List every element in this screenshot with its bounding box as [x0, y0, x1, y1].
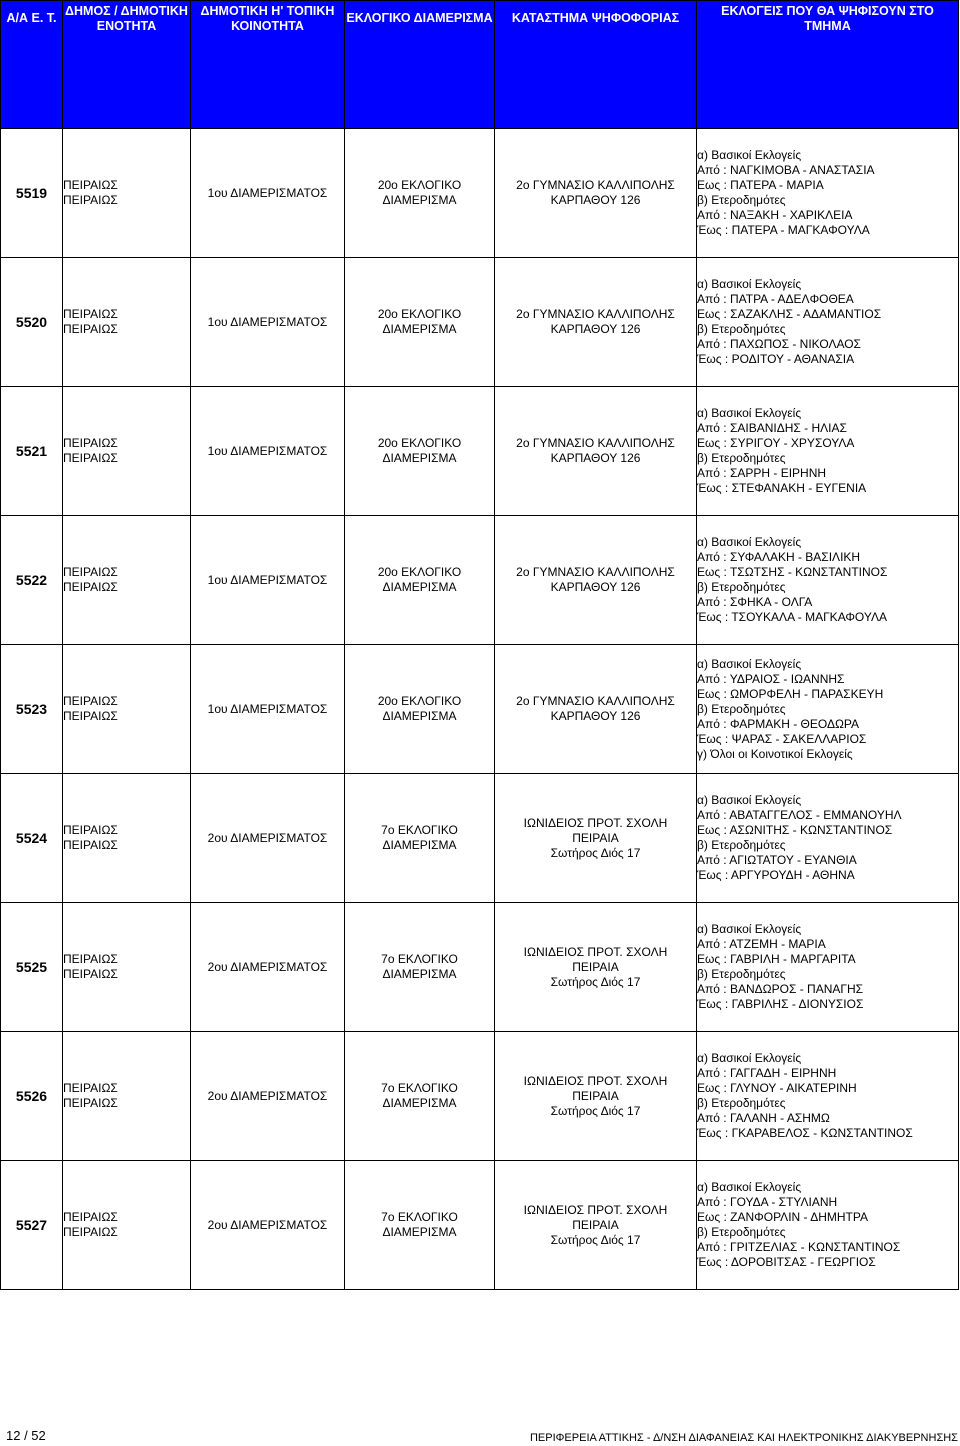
voters-cell-line: β) Ετεροδημότες: [697, 1096, 786, 1110]
municipality-cell: [63, 645, 191, 774]
station-cell-line: Σωτήρος Διός 17: [550, 1232, 641, 1247]
table-row: [1, 258, 959, 387]
table-row: [1, 774, 959, 903]
header-cell-section: ΕΚΛΟΓΙΚΟ ΔΙΑΜΕΡΙΣΜΑ: [345, 1, 495, 129]
header-row: [1, 1, 959, 129]
table-row: [1, 1161, 959, 1290]
section-cell-line: ΔΙΑΜΕΡΙΣΜΑ: [382, 967, 457, 981]
voters-cell-line: Από : ΑΓΙΩΤΑΤΟΥ - ΕΥΑΝΘΙΑ: [697, 853, 857, 867]
voters-cell-line: α) Βασικοί Εκλογείς: [697, 535, 802, 549]
voters-cell-line: Από : ΒΑΝΔΩΡΟΣ - ΠΑΝΑΓΗΣ: [697, 982, 864, 996]
municipality-cell: [63, 258, 191, 387]
municipality-cell: [63, 387, 191, 516]
voters-cell-line: β) Ετεροδημότες: [697, 701, 786, 716]
voters-cell-line: Έως : ΣΤΕΦΑΝΑΚΗ - ΕΥΓΕΝΙΑ: [697, 481, 867, 495]
municipality-cell-line: ΠΕΙΡΑΙΩΣ: [63, 838, 118, 852]
section-cell-line: ΔΙΑΜΕΡΙΣΜΑ: [382, 1225, 457, 1239]
voters-cell-line: Εως : ΣΥΡΙΓΟΥ - ΧΡΥΣΟΥΛΑ: [697, 436, 855, 450]
municipality-cell-line: ΠΕΙΡΑΙΩΣ: [63, 823, 118, 837]
municipality-cell-line: ΠΕΙΡΑΙΩΣ: [63, 1096, 118, 1110]
section-cell-line: ΔΙΑΜΕΡΙΣΜΑ: [382, 580, 457, 594]
row-id: 5523: [1, 645, 63, 774]
voters-cell-line: Έως : ΓΑΒΡΙΛΗΣ - ΔΙΟΝΥΣΙΟΣ: [697, 997, 864, 1011]
station-cell-line: ΙΩΝΙΔΕΙΟΣ ΠΡΟΤ. ΣΧΟΛΗ: [523, 944, 668, 959]
header-cell-voters: ΕΚΛΟΓΕΙΣ ΠΟΥ ΘΑ ΨΗΦΙΣΟΥΝ ΣΤΟ ΤΜΗΜΑ: [697, 1, 959, 129]
footer-organization: ΠΕΡΙΦΕΡΕΙΑ ΑΤΤΙΚΗΣ - Δ/ΝΣΗ ΔΙΑΦΑΝΕΙΑΣ ΚΑΙ ΗΛΕΚΤΡΟΝΙΚΗΣ ΔΙΑΚΥΒΕΡΝΗΣΗΣ: [529, 1432, 958, 1444]
municipality-cell-line: ΠΕΙΡΑΙΩΣ: [63, 709, 118, 723]
section-cell-line: ΔΙΑΜΕΡΙΣΜΑ: [382, 709, 457, 723]
voters-cell-line: α) Βασικοί Εκλογείς: [697, 656, 802, 671]
municipality-cell: [63, 1032, 191, 1161]
voters-cell-line: β) Ετεροδημότες: [697, 1225, 786, 1239]
station-cell-line: Σωτήρος Διός 17: [550, 845, 641, 860]
voters-cell-line: β) Ετεροδημότες: [697, 580, 786, 594]
voters-cell-line: Από : ΣΦΗΚΑ - ΟΛΓΑ: [697, 595, 813, 609]
station-cell: [495, 129, 697, 258]
voters-cell-line: β) Ετεροδημότες: [697, 451, 786, 465]
station-cell-line: ΚΑΡΠΑΘΟΥ 126: [550, 580, 641, 594]
table-row: [1, 387, 959, 516]
station-cell-line: ΚΑΡΠΑΘΟΥ 126: [550, 451, 641, 465]
section-cell-line: 7ο ΕΚΛΟΓΙΚΟ: [381, 1210, 458, 1224]
district-cell: 1ου ΔΙΑΜΕΡΙΣΜΑΤΟΣ: [191, 387, 345, 516]
section-cell-line: 20ο ΕΚΛΟΓΙΚΟ: [377, 694, 462, 708]
voters-cell-line: Από : ΓΟΥΔΑ - ΣΤΥΛΙΑΝΗ: [697, 1195, 838, 1209]
municipality-cell-line: ΠΕΙΡΑΙΩΣ: [63, 451, 118, 465]
section-cell: [345, 516, 495, 645]
section-cell-line: 7ο ΕΚΛΟΓΙΚΟ: [381, 952, 458, 966]
section-cell-line: 20ο ΕΚΛΟΓΙΚΟ: [377, 307, 462, 321]
table-row: [1, 903, 959, 1032]
station-cell: [495, 645, 697, 774]
voters-cell-line: β) Ετεροδημότες: [697, 322, 786, 336]
voters-cell-line: Έως : ΠΑΤΕΡΑ - ΜΑΓΚΑΦΟΥΛΑ: [697, 223, 870, 237]
municipality-cell-line: ΠΕΙΡΑΙΩΣ: [63, 436, 118, 450]
section-cell-line: ΔΙΑΜΕΡΙΣΜΑ: [382, 322, 457, 336]
station-cell-line: 2ο ΓΥΜΝΑΣΙΟ ΚΑΛΛΙΠΟΛΗΣ: [516, 694, 675, 708]
section-cell-line: 20ο ΕΚΛΟΓΙΚΟ: [377, 178, 462, 192]
station-cell-line: ΠΕΙΡΑΙΑ: [572, 1088, 619, 1103]
row-id: 5519: [1, 129, 63, 258]
district-cell: 2ου ΔΙΑΜΕΡΙΣΜΑΤΟΣ: [191, 1161, 345, 1290]
voters-cell-line: Από : ΓΑΛΑΝΗ - ΑΣΗΜΩ: [697, 1111, 830, 1125]
voters-cell-line: Από : ΠΑΤΡΑ - ΑΔΕΛΦΟΘΕΑ: [697, 292, 854, 306]
voters-cell-line: β) Ετεροδημότες: [697, 967, 786, 981]
voters-cell-line: Εως : ΩΜΟΡΦΕΛΗ - ΠΑΡΑΣΚΕΥΗ: [697, 686, 884, 701]
station-cell-line: ΠΕΙΡΑΙΑ: [572, 1217, 619, 1232]
page-number: 12 / 52: [6, 1428, 46, 1443]
voters-cell-line: Εως : ΤΣΩΤΣΗΣ - ΚΩΝΣΤΑΝΤΙΝΟΣ: [697, 565, 888, 579]
station-cell-line: ΚΑΡΠΑΘΟΥ 126: [550, 709, 641, 723]
municipality-cell-line: ΠΕΙΡΑΙΩΣ: [63, 1081, 118, 1095]
voters-cell-line: Από : ΦΑΡΜΑΚΗ - ΘΕΟΔΩΡΑ: [697, 716, 860, 731]
station-cell-line: ΙΩΝΙΔΕΙΟΣ ΠΡΟΤ. ΣΧΟΛΗ: [523, 1202, 668, 1217]
voters-cell-line: α) Βασικοί Εκλογείς: [697, 148, 802, 162]
municipality-cell: [63, 516, 191, 645]
municipality-cell-line: ΠΕΙΡΑΙΩΣ: [63, 178, 118, 192]
voters-cell-line: Εως : ΣΑΖΑΚΛΗΣ - ΑΔΑΜΑΝΤΙΟΣ: [697, 307, 882, 321]
row-id: 5527: [1, 1161, 63, 1290]
voters-cell-line: Εως : ΠΑΤΕΡΑ - ΜΑΡΙΑ: [697, 178, 824, 192]
voters-cell-line: Από : ΣΑΡΡΗ - ΕΙΡΗΝΗ: [697, 466, 827, 480]
voters-cell-line: β) Ετεροδημότες: [697, 838, 786, 852]
station-cell: [495, 1161, 697, 1290]
section-cell-line: ΔΙΑΜΕΡΙΣΜΑ: [382, 1096, 457, 1110]
municipality-cell-line: ΠΕΙΡΑΙΩΣ: [63, 322, 118, 336]
voters-cell: [697, 387, 959, 516]
municipality-cell-line: ΠΕΙΡΑΙΩΣ: [63, 1225, 118, 1239]
station-cell: [495, 516, 697, 645]
table-row: [1, 129, 959, 258]
voters-cell-line: Από : ΑΤΖΕΜΗ - ΜΑΡΙΑ: [697, 937, 826, 951]
station-cell: [495, 258, 697, 387]
voters-cell-line: Από : ΓΑΓΓΑΔΗ - ΕΙΡΗΝΗ: [697, 1066, 837, 1080]
page-footer: [0, 1428, 960, 1446]
station-cell: [495, 903, 697, 1032]
section-cell: [345, 903, 495, 1032]
municipality-cell-line: ΠΕΙΡΑΙΩΣ: [63, 1210, 118, 1224]
station-cell-line: ΙΩΝΙΔΕΙΟΣ ΠΡΟΤ. ΣΧΟΛΗ: [523, 815, 668, 830]
row-id: 5526: [1, 1032, 63, 1161]
municipality-cell: [63, 129, 191, 258]
voters-cell: [697, 774, 959, 903]
voters-cell: [697, 129, 959, 258]
section-cell: [345, 387, 495, 516]
municipality-cell-line: ΠΕΙΡΑΙΩΣ: [63, 952, 118, 966]
station-cell-line: ΚΑΡΠΑΘΟΥ 126: [550, 322, 641, 336]
table-row: [1, 516, 959, 645]
section-cell: [345, 1032, 495, 1161]
voters-cell-line: Έως : ΔΟΡΟΒΙΤΣΑΣ - ΓΕΩΡΓΙΟΣ: [697, 1255, 876, 1269]
station-cell: [495, 387, 697, 516]
district-cell: 1ου ΔΙΑΜΕΡΙΣΜΑΤΟΣ: [191, 258, 345, 387]
voters-cell-line: Έως : ΤΣΟΥΚΑΛΑ - ΜΑΓΚΑΦΟΥΛΑ: [697, 610, 888, 624]
row-id: 5522: [1, 516, 63, 645]
voters-cell: [697, 258, 959, 387]
section-cell-line: 7ο ΕΚΛΟΓΙΚΟ: [381, 1081, 458, 1095]
voters-cell-line: γ) Όλοι οι Κοινοτικοί Εκλογείς: [697, 746, 853, 761]
voters-cell-line: α) Βασικοί Εκλογείς: [697, 1051, 802, 1065]
voters-cell-line: Από : ΝΑΓΚΙΜΟΒΑ - ΑΝΑΣΤΑΣΙΑ: [697, 163, 875, 177]
section-cell: [345, 774, 495, 903]
section-cell-line: ΔΙΑΜΕΡΙΣΜΑ: [382, 451, 457, 465]
station-cell-line: ΙΩΝΙΔΕΙΟΣ ΠΡΟΤ. ΣΧΟΛΗ: [523, 1073, 668, 1088]
row-id: 5521: [1, 387, 63, 516]
voters-cell-line: β) Ετεροδημότες: [697, 193, 786, 207]
section-cell: [345, 1161, 495, 1290]
voters-cell-line: Από : ΣΥΦΑΛΑΚΗ - ΒΑΣΙΛΙΚΗ: [697, 550, 861, 564]
section-cell-line: 7ο ΕΚΛΟΓΙΚΟ: [381, 823, 458, 837]
voters-cell: [697, 1032, 959, 1161]
voters-cell-line: α) Βασικοί Εκλογείς: [697, 793, 802, 807]
section-cell: [345, 129, 495, 258]
voters-cell-line: Από : ΓΡΙΤΖΕΛΙΑΣ - ΚΩΝΣΤΑΝΤΙΝΟΣ: [697, 1240, 901, 1254]
municipality-cell: [63, 903, 191, 1032]
voters-cell-line: Εως : ΖΑΝΦΟΡΛΙΝ - ΔΗΜΗΤΡΑ: [697, 1210, 868, 1224]
municipality-cell: [63, 1161, 191, 1290]
voters-cell: [697, 903, 959, 1032]
municipality-cell: [63, 774, 191, 903]
district-cell: 2ου ΔΙΑΜΕΡΙΣΜΑΤΟΣ: [191, 1032, 345, 1161]
voters-cell-line: Έως : ΨΑΡΑΣ - ΣΑΚΕΛΛΑΡΙΟΣ: [697, 731, 867, 746]
table-row: [1, 1032, 959, 1161]
section-cell: [345, 645, 495, 774]
row-id: 5525: [1, 903, 63, 1032]
header-cell-municipality: ΔΗΜΟΣ / ΔΗΜΟΤΙΚΗ ΕΝΟΤΗΤΑ: [63, 1, 191, 129]
district-cell: 1ου ΔΙΑΜΕΡΙΣΜΑΤΟΣ: [191, 645, 345, 774]
section-cell-line: ΔΙΑΜΕΡΙΣΜΑ: [382, 838, 457, 852]
station-cell: [495, 774, 697, 903]
voters-cell: [697, 645, 959, 774]
voters-cell-line: Από : ΝΑΞΑΚΗ - ΧΑΡΙΚΛΕΙΑ: [697, 208, 853, 222]
voters-cell-line: Έως : ΡΟΔΙΤΟΥ - ΑΘΑΝΑΣΙΑ: [697, 352, 855, 366]
table-row: [1, 645, 959, 774]
municipality-cell-line: ΠΕΙΡΑΙΩΣ: [63, 565, 118, 579]
voters-cell-line: Εως : ΑΣΩΝΙΤΗΣ - ΚΩΝΣΤΑΝΤΙΝΟΣ: [697, 823, 893, 837]
voters-cell-line: Από : ΠΑΧΩΠΟΣ - ΝΙΚΟΛΑΟΣ: [697, 337, 861, 351]
header-cell-station: ΚΑΤΑΣΤΗΜΑ ΨΗΦΟΦΟΡΙΑΣ: [495, 1, 697, 129]
station-cell-line: Σωτήρος Διός 17: [550, 974, 641, 989]
voters-cell-line: Από : ΥΔΡΑΙΟΣ - ΙΩΑΝΝΗΣ: [697, 671, 845, 686]
station-cell-line: 2ο ΓΥΜΝΑΣΙΟ ΚΑΛΛΙΠΟΛΗΣ: [516, 307, 675, 321]
voters-cell-line: Από : ΣΑΙΒΑΝΙΔΗΣ - ΗΛΙΑΣ: [697, 421, 847, 435]
station-cell: [495, 1032, 697, 1161]
municipality-cell-line: ΠΕΙΡΑΙΩΣ: [63, 193, 118, 207]
station-cell-line: 2ο ΓΥΜΝΑΣΙΟ ΚΑΛΛΙΠΟΛΗΣ: [516, 565, 675, 579]
voters-cell-line: α) Βασικοί Εκλογείς: [697, 277, 802, 291]
section-cell: [345, 258, 495, 387]
station-cell-line: Σωτήρος Διός 17: [550, 1103, 641, 1118]
voters-cell: [697, 516, 959, 645]
voters-cell-line: Από : ΑΒΑΤΑΓΓΕΛΟΣ - ΕΜΜΑΝΟΥΗΛ: [697, 808, 902, 822]
voters-cell-line: Έως : ΓΚΑΡΑΒΕΛΟΣ - ΚΩΝΣΤΑΝΤΙΝΟΣ: [697, 1126, 913, 1140]
section-cell-line: 20ο ΕΚΛΟΓΙΚΟ: [377, 565, 462, 579]
district-cell: 1ου ΔΙΑΜΕΡΙΣΜΑΤΟΣ: [191, 129, 345, 258]
municipality-cell-line: ΠΕΙΡΑΙΩΣ: [63, 307, 118, 321]
municipality-cell-line: ΠΕΙΡΑΙΩΣ: [63, 694, 118, 708]
section-cell-line: 20ο ΕΚΛΟΓΙΚΟ: [377, 436, 462, 450]
station-cell-line: 2ο ΓΥΜΝΑΣΙΟ ΚΑΛΛΙΠΟΛΗΣ: [516, 436, 675, 450]
row-id: 5524: [1, 774, 63, 903]
row-id: 5520: [1, 258, 63, 387]
voters-cell-line: α) Βασικοί Εκλογείς: [697, 406, 802, 420]
header-cell-community: ΔΗΜΟΤΙΚΗ Η' ΤΟΠΙΚΗ ΚΟΙΝΟΤΗΤΑ: [191, 1, 345, 129]
voters-cell: [697, 1161, 959, 1290]
voters-cell-line: Εως : ΓΑΒΡΙΛΗ - ΜΑΡΓΑΡΙΤΑ: [697, 952, 856, 966]
voters-cell-line: Εως : ΓΛΥΝΟΥ - ΑΙΚΑΤΕΡΙΝΗ: [697, 1081, 857, 1095]
section-cell-line: ΔΙΑΜΕΡΙΣΜΑ: [382, 193, 457, 207]
district-cell: 2ου ΔΙΑΜΕΡΙΣΜΑΤΟΣ: [191, 903, 345, 1032]
station-cell-line: ΚΑΡΠΑΘΟΥ 126: [550, 193, 641, 207]
voters-cell-line: α) Βασικοί Εκλογείς: [697, 1180, 802, 1194]
municipality-cell-line: ΠΕΙΡΑΙΩΣ: [63, 580, 118, 594]
district-cell: 2ου ΔΙΑΜΕΡΙΣΜΑΤΟΣ: [191, 774, 345, 903]
station-cell-line: ΠΕΙΡΑΙΑ: [572, 959, 619, 974]
station-cell-line: 2ο ΓΥΜΝΑΣΙΟ ΚΑΛΛΙΠΟΛΗΣ: [516, 178, 675, 192]
header-cell-id: Α/Α Ε. Τ.: [1, 1, 63, 129]
station-cell-line: ΠΕΙΡΑΙΑ: [572, 830, 619, 845]
voters-cell-line: α) Βασικοί Εκλογείς: [697, 922, 802, 936]
voters-cell-line: Έως : ΑΡΓΥΡΟΥΔΗ - ΑΘΗΝΑ: [697, 868, 855, 882]
district-cell: 1ου ΔΙΑΜΕΡΙΣΜΑΤΟΣ: [191, 516, 345, 645]
municipality-cell-line: ΠΕΙΡΑΙΩΣ: [63, 967, 118, 981]
